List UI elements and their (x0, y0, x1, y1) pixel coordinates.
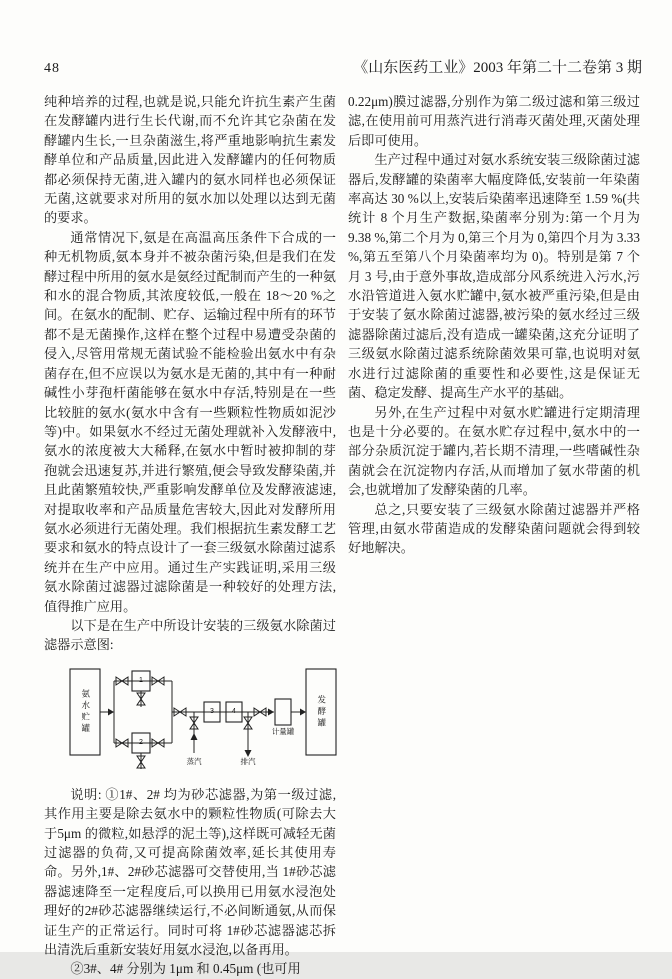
arrow-icon (268, 708, 274, 715)
fermenter-label: 发酵罐 (316, 694, 327, 730)
article-body (44, 92, 640, 979)
metering-tank-label: 计量罐 (271, 727, 295, 737)
filter-2-label: 2 (139, 739, 143, 747)
paragraph: 通常情况下,氨是在高温高压条件下合成的一种无机物质,氨本身并不被杂菌污染,但是我们在发酵过程中所用的氨水是氨经过配制而产生的一种氨和水的混合物质,其浓度较低,一般在 18～20 %之间。在氨水的配制、贮存、运输过程中所有的环节都不是无菌操作,这样在整个过程中易遭受杂菌的侵入,尽管用常规无菌试验不能检验出氨水中有杂菌存在,但不应误以为氨水是无菌的,其中有一种耐碱性小芽孢杆菌能够在氨水中存活,特别是在一些比较脏的氨水(氨水中含有一些颗粒性物质如泥沙等)中。如果氨水不经过无菌处理就补入发酵液中,氨水的浓度被大大稀释,在氨水中暂时被抑制的芽孢就会迅速复苏,并进行繁殖,便会导致发酵染菌,并且此菌繁殖较快,严重影响发酵单位及发酵液滤速,对提取收率和产品质量危害较大,因此对发酵所用氨水必须进行无菌处理。我们根据抗生素发酵工艺要求和氨水的特点设计了一套三级氨水除菌过滤系统并在生产中应用。通过生产实践证明,采用三级氨水除菌过滤器过滤除菌是一种较好的处理方法,值得推广应用。 (44, 229, 336, 614)
paragraph: 0.22μm)膜过滤器,分别作为第二级过滤和第三级过滤,在使用前可用蒸汽进行消毒灭菌处理,灭菌处理后即可使用。 (348, 94, 640, 148)
ammonia-tank-label: 氨水贮罐 (80, 688, 91, 735)
paragraph: 以下是在生产中所设计安装的三级氨水除菌过滤器示意图: (44, 617, 336, 653)
metering-tank-box (275, 699, 291, 725)
paragraph: ②3#、4# 分别为 1μm 和 0.45μm (也可用 (70, 961, 301, 977)
exhaust-label: 排汽 (240, 757, 256, 767)
right-column (348, 92, 640, 979)
filter-4-label: 4 (232, 708, 236, 716)
paragraph: 纯种培养的过程,也就是说,只能允许抗生素产生菌在发酵罐内进行生长代谢,而不允许其它杂菌在发酵罐内生长,一旦杂菌滋生,将严重地影响抗生素发酵单位和产品质量,因此进入发酵罐内的任何物质都必须保持无菌,进入罐内的氨水同样也必须保证无菌,这就要求对所用的氨水加以处理以达到无菌的要求。 (44, 94, 336, 226)
steam-label: 蒸汽 (186, 757, 202, 767)
page-number: 48 (44, 61, 60, 76)
paragraph: 另外,在生产过程中对氨水贮罐进行定期清理也是十分必要的。在氨水贮存过程中,氨水中的一部分杂质沉淀于罐内,若长期不清理,一些嗜碱性杂菌就会在沉淀物内存活,从而增加了氨水带菌的机会,也就增加了发酵染菌的几率。 (348, 404, 640, 498)
paragraph: 说明: ①1#、2# 均为砂芯滤器,为第一级过滤,其作用主要是除去氨水中的颗粒性物质(可除去大于5μm 的微粒,如悬浮的泥土等),这样既可减轻无菌过滤器的负荷,又可提高除菌效率,延长其使用寿命。另外,1#、2#砂芯滤器可交替使用,当 1#砂芯滤器滤速降至一定程度后,可以换用已用氨水浸泡处理好的2#砂芯滤器继续运行,不必间断通氨,从而保证生产的正常运行。同时可将 1#砂芯滤器滤芯拆出清洗后重新安装好用氨水浸泡,以备再用。 (44, 786, 336, 958)
filter-3-label: 3 (210, 708, 214, 716)
steam-in-arrow-icon (191, 733, 198, 740)
paragraph: 总之,只要安装了三级氨水除菌过滤器并严格管理,由氨水带菌造成的发酵染菌问题就会得到较好地解决。 (348, 501, 640, 556)
filter-system-figure (68, 663, 338, 777)
paragraph: 生产过程中通过对氨水系统安装三级除菌过滤器后,发酵罐的染菌率大幅度降低,安装前一年染菌率高达 30 %以上,安装后染菌率迅速降至 1.59 %(共统计 8 个月生产数据,染菌率分别为:第一个月为 9.38 %,第二个月为 0,第三个月为 0,第四个月为 3.33 %,第五至第八个月染菌率均为 0)。特别是第 7 个月 3 号,由于意外事故,造成部分风系统进入污水,污水沿管道进入氨水贮罐中,氨水被严重污染,但是由于安装了氨水除菌过滤器,被污染的氨水经过三级滤器除菌过滤后,没有造成一罐染菌,这充分证明了三级氨水除菌过滤系统除菌效果可靠,也说明对氨水进行过滤除菌的重要性和必要性,这是保证无菌、稳定发酵、提高生产水平的基础。 (348, 152, 640, 401)
filter-1-label: 1 (139, 677, 143, 685)
arrow-icon (108, 708, 114, 715)
left-column (44, 92, 336, 979)
page-header (44, 56, 642, 77)
journal-title: 《山东医药工业》2003 年第二十二卷第 3 期 (353, 60, 642, 76)
